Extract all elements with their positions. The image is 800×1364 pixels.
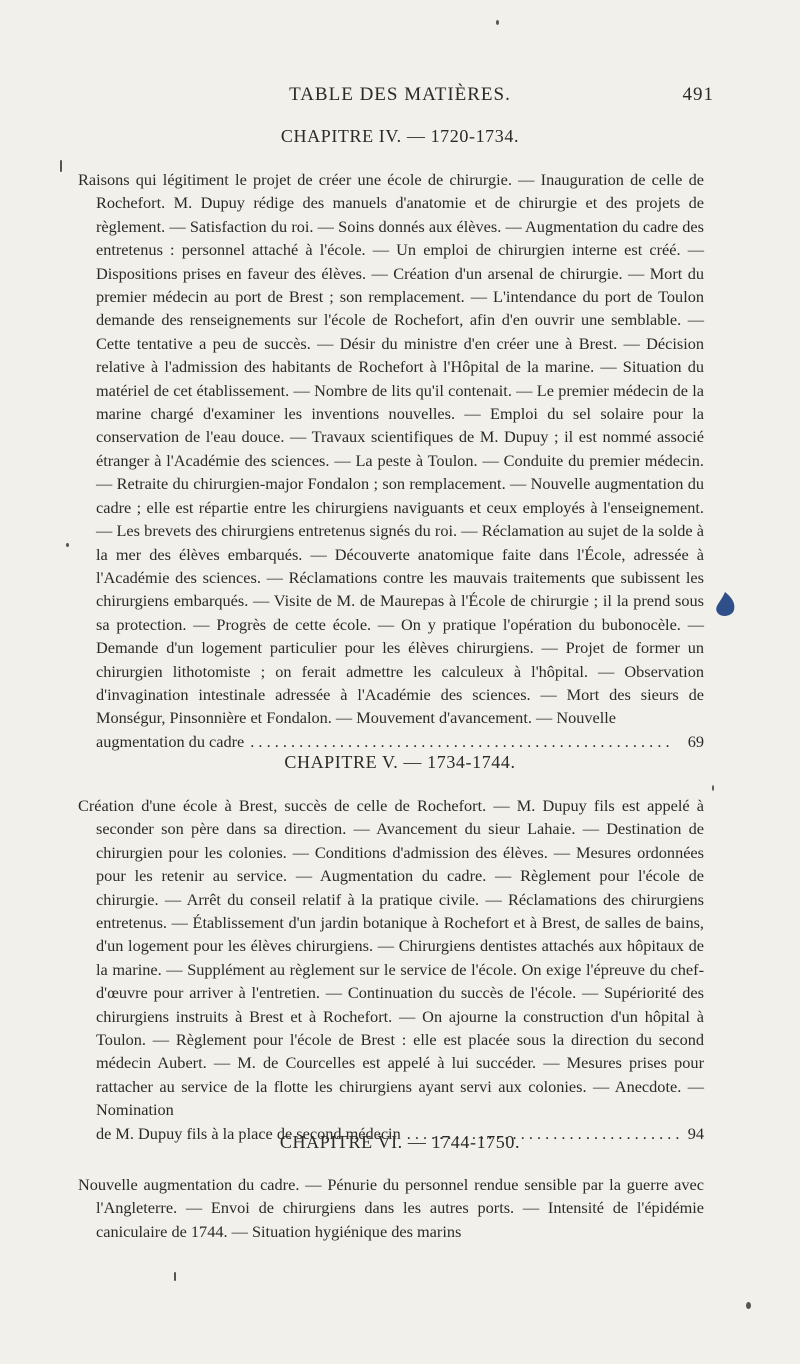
chapter-v-summary <box>78 794 704 1145</box>
chapter-iv-entry-line <box>78 730 704 753</box>
scan-speck <box>746 1302 751 1309</box>
chapter-v-body: Création d'une école à Brest, succès de celle de Rochefort. — M. Dupuy fils est appelé à seconder son père dans sa direction. — Avancement du sieur Lahaie. — Destination de chirurgien pour les colonies. — Conditions d'admission des élèves. — Mesures ordonnées pour les retenir au service. — Augmentation du cadre. — Règlement pour l'école de chirurgie. — Arrêt du conseil relatif à la pratique civile. — Réclamations des chirurgiens entretenus. — Établissement d'un jardin botanique à Rochefort et à Brest, de salles de bains, d'un logement pour les élèves chirurgiens. — Chirurgiens dentistes attachés aux hôpitaux de la marine. — Supplément au règlement sur le service de l'école. On exige l'épreuve du chef-d'œuvre pour arriver à l'entretien. — Continuation du succès de l'école. — Supériorité des chirurgiens instruits à Brest et à Rochefort. — On ajourne la construction d'un hôpital à Toulon. — Règlement pour l'école de Brest : elle est placée sous la direction du second médecin Aubert. — M. de Courcelles est appelé à lui succéder. — Mesures prises pour rattacher au service de la flotte les chirurgiens ayant servi aux colonies. — Anecdote. — Nomination <box>78 796 704 1120</box>
chapter-iv-last-line: augmentation du cadre <box>96 731 245 751</box>
scan-speck <box>712 785 714 791</box>
dot-leader <box>250 730 681 753</box>
page-number: 491 <box>682 84 714 105</box>
ink-stain-icon <box>712 590 738 620</box>
chapter-v-heading: CHAPITRE V. — 1734-1744. <box>284 752 516 772</box>
chapter-vi-summary <box>78 1173 704 1243</box>
chapter-v-last-line: de M. Dupuy fils à la place de second médecin <box>96 1123 401 1143</box>
chapter-iv-heading: CHAPITRE IV. — 1720-1734. <box>280 126 520 146</box>
chapter-vi-body: Nouvelle augmentation du cadre. — Pénurie du personnel rendue sensible par la guerre avec l'Angleterre. — Envoi de chirurgiens dans les autres ports. — Intensité de l'épidémie caniculaire de 1744. — Situation hygiénique des marins <box>78 1175 704 1241</box>
chapter-v-page: 94 <box>687 1123 704 1143</box>
chapter-iv-page: 69 <box>687 731 704 751</box>
scan-speck <box>60 160 62 172</box>
running-head-title: TABLE DES MATIÈRES. <box>289 84 511 105</box>
scan-speck <box>174 1272 176 1281</box>
chapter-iv-summary <box>78 168 704 753</box>
chapter-iv-body: Raisons qui légitiment le projet de créer une école de chirurgie. — Inauguration de celle de Rochefort. M. Dupuy rédige des manuels d'anatomie et de chirurgie et des projets de règlement. — Satisfaction du roi. — Soins donnés aux élèves. — Augmentation du cadre des entretenus : personnel attaché à l'école. — Un emploi de chirurgien interne est créé. — Dispositions prises en faveur des élèves. — Création d'un arsenal de chirurgie. — Mort du premier médecin au port de Brest ; son remplacement. — L'intendance du port de Toulon demande des renseignements sur l'école de Rochefort, afin d'en ouvrir une semblable. — Cette tentative a peu de succès. — Désir du ministre d'en créer une à Brest. — Décision relative à l'admission des habitants de Rochefort à l'Hôpital de la marine. — Situation du matériel de cet établissement. — Nombre de lits qu'il contenait. — Le premier médecin de la marine chargé d'examiner les inventions nouvelles. — Emploi du sel solaire pour la conservation de l'eau douce. — Travaux scientifiques de M. Dupuy ; il est nommé associé étranger à l'Académie des sciences. — La peste à Toulon. — Conduite du premier médecin. — Retraite du chirurgien-major Fondalon ; son remplacement. — Nouvelle augmentation du cadre ; elle est répartie entre les chirurgiens naviguants et ceux employés à l'enseignement. — Les brevets des chirurgiens entretenus signés du roi. — Réclamation au sujet de la solde à la mer des élèves embarqués. — Découverte anatomique faite dans l'École, adressée à l'Académie des sciences. — Réclamations contre les mauvais traitements que subissent les chirurgiens embarqués. — Visite de M. de Maurepas à l'École de chirurgie ; il la prend sous sa protection. — Progrès de cette école. — On y pratique l'opération du bubonocèle. — Demande d'un logement particulier pour les élèves chirurgiens. — Projet de former un chirurgien lithotomiste ; on ferait admettre les calculeux à l'hôpital. — Observation d'invagination intestinale adressée à l'Académie des sciences. — Mort des sieurs de Monségur, Pinsonnière et Fondalon. — Mouvement d'avancement. — Nouvelle <box>78 170 704 728</box>
scan-speck <box>66 543 69 547</box>
chapter-vi-heading: CHAPITRE VI. — 1744-1750. <box>279 1132 521 1152</box>
scan-speck <box>496 20 499 25</box>
